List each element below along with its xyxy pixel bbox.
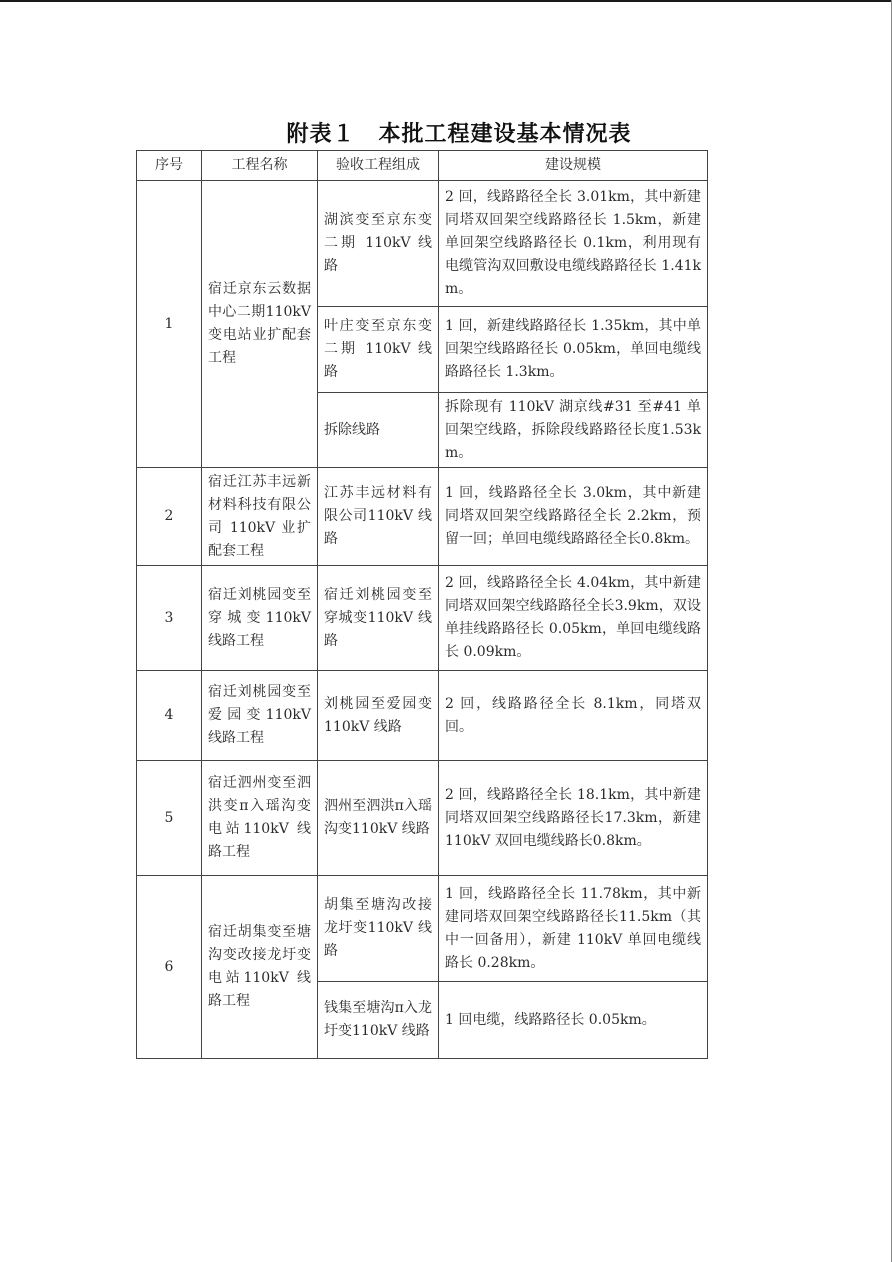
project-name: 宿迁胡集变至塘沟变改接龙圩变电站110kV 线路工程 <box>202 876 318 1059</box>
scale-cell: 2 回，线路路径全长 3.01km，其中新建同塔双回架空线路路径长 1.5km，新建单回架空线路路径长 0.1km，利用现有电缆管沟双回敷设电缆线路路径长 1.41km。 <box>439 181 708 307</box>
scale-cell: 1 回，线路路径全长 3.0km，其中新建同塔双回架空线路路径全长 2.2km，预留一回；单回电缆线路路径全长0.8km。 <box>439 468 708 566</box>
component-cell: 叶庄变至京东变二期 110kV 线路 <box>318 307 439 393</box>
construction-table <box>136 150 708 1059</box>
scale-cell: 1 回，新建线路路径长 1.35km，其中单回架空线路路径长 0.05km，单回电缆线路路径长 1.3km。 <box>439 307 708 393</box>
project-name: 宿迁京东云数据中心二期110kV 变电站业扩配套工程 <box>202 181 318 468</box>
project-name: 宿迁泗州变至泗洪变π入瑶沟变电站110kV 线路工程 <box>202 761 318 876</box>
row-no: 3 <box>137 566 202 671</box>
table-row <box>137 468 708 566</box>
row-no: 1 <box>137 181 202 468</box>
table-row <box>137 671 708 761</box>
component-cell: 江苏丰远材料有限公司110kV 线路 <box>318 468 439 566</box>
table-row <box>137 761 708 876</box>
row-no: 6 <box>137 876 202 1059</box>
row-no: 4 <box>137 671 202 761</box>
header-scale: 建设规模 <box>439 151 708 181</box>
project-name: 宿迁刘桃园变至爱园变110kV 线路工程 <box>202 671 318 761</box>
table-row <box>137 876 708 982</box>
component-cell: 钱集至塘沟π入龙圩变110kV 线路 <box>318 982 439 1059</box>
header-no: 序号 <box>137 151 202 181</box>
scale-cell: 拆除现有 110kV 湖京线#31 至#41 单回架空线路，拆除段线路路径长度1.53km。 <box>439 393 708 468</box>
scale-cell: 2 回，线路路径全长 4.04km，其中新建同塔双回架空线路路径全长3.9km，双设单挂线路路径长 0.05km，单回电缆线路长 0.09km。 <box>439 566 708 671</box>
table-row <box>137 566 708 671</box>
scale-cell: 2 回，线路路径全长 18.1km，其中新建同塔双回架空线路路径长17.3km，新建 110kV 双回电缆线路长0.8km。 <box>439 761 708 876</box>
header-name: 工程名称 <box>202 151 318 181</box>
scale-cell: 1 回，线路路径全长 11.78km，其中新建同塔双回架空线路路径长11.5km（其中一回备用），新建 110kV 单回电缆线路长 0.28km。 <box>439 876 708 982</box>
component-cell: 宿迁刘桃园变至穿城变110kV 线路 <box>318 566 439 671</box>
component-cell: 胡集至塘沟改接龙圩变110kV 线路 <box>318 876 439 982</box>
component-cell: 湖滨变至京东变二期 110kV 线路 <box>318 181 439 307</box>
scale-cell: 2 回，线路路径全长 8.1km，同塔双回。 <box>439 671 708 761</box>
component-cell: 刘桃园至爱园变 110kV 线路 <box>318 671 439 761</box>
row-no: 5 <box>137 761 202 876</box>
page-title: 附表１ 本批工程建设基本情况表 <box>286 121 632 147</box>
component-cell: 泗州至泗洪π入瑶沟变110kV 线路 <box>318 761 439 876</box>
row-no: 2 <box>137 468 202 566</box>
project-name: 宿迁江苏丰远新材料科技有限公司 110kV 业扩配套工程 <box>202 468 318 566</box>
table-row <box>137 181 708 307</box>
scale-cell: 1 回电缆，线路路径长 0.05km。 <box>439 982 708 1059</box>
component-cell: 拆除线路 <box>318 393 439 468</box>
top-border <box>0 0 892 2</box>
header-component: 验收工程组成 <box>318 151 439 181</box>
project-name: 宿迁刘桃园变至穿城变110kV 线路工程 <box>202 566 318 671</box>
header-row <box>137 151 708 181</box>
